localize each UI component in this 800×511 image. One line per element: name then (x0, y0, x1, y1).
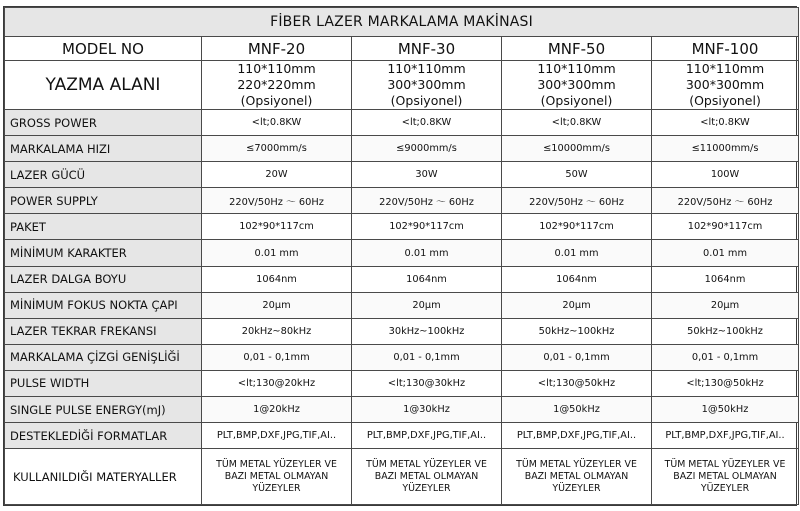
spec-label: MARKALAMA HIZI (5, 136, 202, 162)
spec-value: 220V/50Hz ～ 60Hz (652, 188, 799, 214)
spec-value: <lt;0.8KW (652, 110, 799, 136)
spec-value: 1@50kHz (502, 397, 652, 423)
model-header-row (5, 37, 799, 61)
model-cell: MNF-100 (652, 37, 799, 61)
materials-cell (652, 449, 799, 505)
area-optional: 300*300mm (Opsiyonel) (685, 77, 765, 108)
materials-line: TÜM METAL YÜZEYLER VE (216, 458, 337, 470)
spec-value: 50kHz~100kHz (652, 318, 799, 344)
spec-row (5, 370, 799, 396)
table-title: FİBER LAZER MARKALAMA MAKİNASI (5, 8, 799, 37)
spec-value: 0,01 - 0,1mm (652, 344, 799, 370)
spec-value: 1@50kHz (652, 397, 799, 423)
spec-value: 102*90*117cm (502, 214, 652, 240)
spec-value: <lt;130@30kHz (352, 370, 502, 396)
spec-row (5, 136, 799, 162)
model-cell: MNF-30 (352, 37, 502, 61)
spec-row (5, 188, 799, 214)
spec-label: LAZER DALGA BOYU (5, 266, 202, 292)
spec-row (5, 344, 799, 370)
materials-row (5, 449, 799, 505)
materials-line: BAZI METAL OLMAYAN (673, 470, 777, 482)
model-label: MODEL NO (5, 37, 202, 61)
writing-area-cell (352, 61, 502, 110)
spec-row (5, 110, 799, 136)
materials-label: KULLANILDIĞI MATERYALLER (5, 449, 202, 505)
materials-cell (202, 449, 352, 505)
spec-value: 1@30kHz (352, 397, 502, 423)
spec-label: MİNİMUM KARAKTER (5, 240, 202, 266)
writing-area-label: YAZMA ALANI (5, 61, 202, 110)
spec-value: PLT,BMP,DXF,JPG,TIF,AI.. (352, 423, 502, 449)
spec-row (5, 162, 799, 188)
spec-value: PLT,BMP,DXF,JPG,TIF,AI.. (502, 423, 652, 449)
spec-label: POWER SUPPLY (5, 188, 202, 214)
spec-sheet (3, 6, 797, 506)
area-optional: 300*300mm (Opsiyonel) (537, 77, 616, 108)
spec-table (4, 7, 799, 505)
spec-value: 50W (502, 162, 652, 188)
area-standard: 110*110mm (387, 61, 466, 76)
area-optional: 220*220mm (Opsiyonel) (237, 77, 316, 108)
materials-line: YÜZEYLER (552, 482, 601, 494)
spec-label: DESTEKLEDİĞİ FORMATLAR (5, 423, 202, 449)
area-standard: 110*110mm (237, 61, 316, 76)
spec-value: PLT,BMP,DXF,JPG,TIF,AI.. (202, 423, 352, 449)
spec-value: 20kHz~80kHz (202, 318, 352, 344)
spec-value: 30W (352, 162, 502, 188)
spec-value: 220V/50Hz ～ 60Hz (502, 188, 652, 214)
spec-label: MİNİMUM FOKUS NOKTA ÇAPI (5, 292, 202, 318)
spec-row (5, 214, 799, 240)
spec-row (5, 292, 799, 318)
spec-value: ≤11000mm/s (652, 136, 799, 162)
spec-value: ≤10000mm/s (502, 136, 652, 162)
spec-label: MARKALAMA ÇİZGİ GENİŞLİĞİ (5, 344, 202, 370)
materials-line: BAZI METAL OLMAYAN (224, 470, 329, 482)
spec-value: 20μm (652, 292, 799, 318)
materials-cell (502, 449, 652, 505)
spec-value: 0.01 mm (352, 240, 502, 266)
spec-value: 0.01 mm (652, 240, 799, 266)
materials-line: BAZI METAL OLMAYAN (374, 470, 479, 482)
materials-cell (352, 449, 502, 505)
materials-line: BAZI METAL OLMAYAN (524, 470, 629, 482)
title-row (5, 8, 799, 37)
spec-value: ≤9000mm/s (352, 136, 502, 162)
model-cell: MNF-50 (502, 37, 652, 61)
spec-label: SINGLE PULSE ENERGY(mJ) (5, 397, 202, 423)
spec-value: 0,01 - 0,1mm (352, 344, 502, 370)
spec-value: 20μm (352, 292, 502, 318)
spec-label: LAZER TEKRAR FREKANSI (5, 318, 202, 344)
area-standard: 110*110mm (537, 61, 616, 76)
spec-value: 0,01 - 0,1mm (202, 344, 352, 370)
spec-row (5, 397, 799, 423)
spec-value: 20W (202, 162, 352, 188)
materials-line: YÜZEYLER (700, 482, 750, 494)
spec-value: <lt;0.8KW (352, 110, 502, 136)
writing-area-row (5, 61, 799, 110)
spec-value: <lt;130@50kHz (502, 370, 652, 396)
spec-row (5, 266, 799, 292)
materials-line: YÜZEYLER (402, 482, 451, 494)
spec-value: 1064nm (202, 266, 352, 292)
materials-line: YÜZEYLER (252, 482, 301, 494)
materials-line: TÜM METAL YÜZEYLER VE (366, 458, 487, 470)
materials-line: TÜM METAL YÜZEYLER VE (516, 458, 637, 470)
spec-label: PAKET (5, 214, 202, 240)
spec-row (5, 240, 799, 266)
spec-value: 0.01 mm (502, 240, 652, 266)
spec-label: LAZER GÜCÜ (5, 162, 202, 188)
spec-value: 20μm (502, 292, 652, 318)
spec-label: GROSS POWER (5, 110, 202, 136)
spec-value: 102*90*117cm (352, 214, 502, 240)
model-cell: MNF-20 (202, 37, 352, 61)
writing-area-cell (652, 61, 799, 110)
spec-value: 1@20kHz (202, 397, 352, 423)
spec-value: 1064nm (352, 266, 502, 292)
spec-value: PLT,BMP,DXF,JPG,TIF,AI.. (652, 423, 799, 449)
area-optional: 300*300mm (Opsiyonel) (387, 77, 466, 108)
spec-value: 0,01 - 0,1mm (502, 344, 652, 370)
spec-value: 1064nm (652, 266, 799, 292)
spec-value: 1064nm (502, 266, 652, 292)
spec-value: 220V/50Hz ～ 60Hz (202, 188, 352, 214)
spec-value: 0.01 mm (202, 240, 352, 266)
area-standard: 110*110mm (685, 61, 765, 76)
spec-value: ≤7000mm/s (202, 136, 352, 162)
spec-value: 102*90*117cm (202, 214, 352, 240)
spec-value: <lt;0.8KW (502, 110, 652, 136)
writing-area-cell (202, 61, 352, 110)
spec-value: 50kHz~100kHz (502, 318, 652, 344)
spec-value: <lt;0.8KW (202, 110, 352, 136)
spec-value: <lt;130@20kHz (202, 370, 352, 396)
writing-area-cell (502, 61, 652, 110)
spec-value: <lt;130@50kHz (652, 370, 799, 396)
spec-value: 220V/50Hz ～ 60Hz (352, 188, 502, 214)
spec-label: PULSE WIDTH (5, 370, 202, 396)
spec-value: 20μm (202, 292, 352, 318)
spec-row (5, 318, 799, 344)
spec-value: 100W (652, 162, 799, 188)
spec-row (5, 423, 799, 449)
materials-line: TÜM METAL YÜZEYLER VE (664, 458, 786, 470)
spec-value: 102*90*117cm (652, 214, 799, 240)
spec-value: 30kHz~100kHz (352, 318, 502, 344)
